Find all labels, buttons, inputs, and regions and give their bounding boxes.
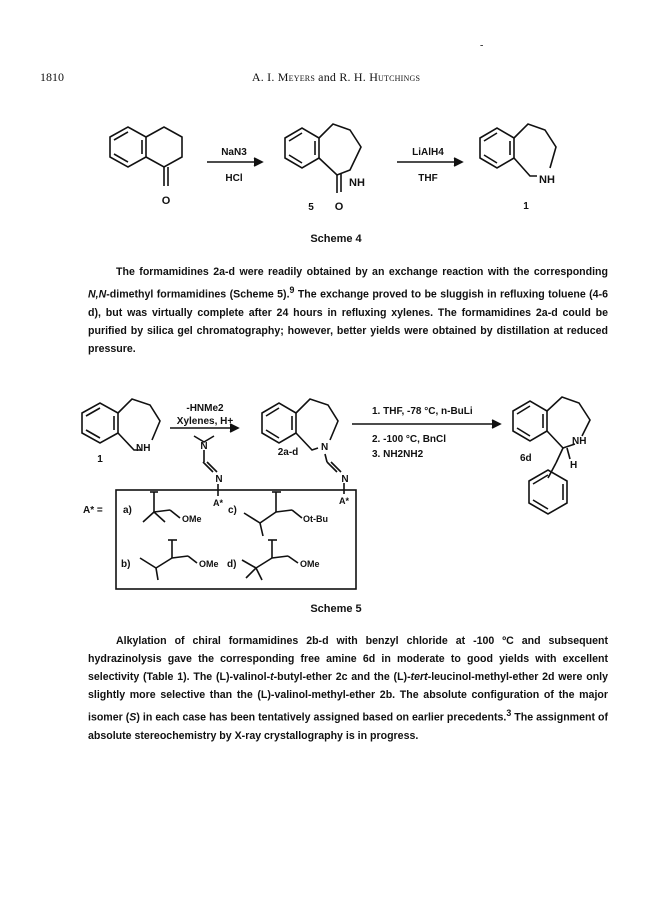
compound-ref: 2d <box>542 671 555 683</box>
ome-label-a: OMe <box>182 514 202 524</box>
compound-ref: 2a-d <box>535 306 558 319</box>
para2-text: . The absolute configuration of the major isomer ( <box>88 689 608 724</box>
ome-label-b: OMe <box>199 559 219 569</box>
corner-mark: - <box>480 40 484 51</box>
a-star-label: A* <box>338 496 350 506</box>
compound-ref: 6d <box>362 653 376 665</box>
paragraph-2 <box>88 632 608 745</box>
para2-text: in moderate to good yields with excellent selectivity (Table 1). The (L)-valinol- <box>88 653 608 683</box>
para2-text: with benzyl chloride at -100 ºC and subsequent hydrazinolysis gave the corresponding free amine <box>88 635 608 665</box>
lactam-nh-label: NH <box>349 177 365 189</box>
option-a-label: a) <box>123 505 132 516</box>
amine-nh-label: NH <box>136 443 151 454</box>
para1-text: The formamidines <box>116 266 214 278</box>
option-d-label: d) <box>227 559 237 570</box>
para2-text: The assignment of absolute stereochemistry by X-ray crystallography is in progress. <box>88 711 608 742</box>
reference-superscript: 9 <box>289 285 295 295</box>
para2-text: were only slightly more selective than the (L)-valinol-methyl-ether <box>88 671 608 701</box>
compound-ref: 2b <box>379 689 393 701</box>
amine-nh-label: NH <box>539 174 555 186</box>
compound-5-label: 5 <box>308 202 314 213</box>
compound-1-label: 1 <box>523 201 529 212</box>
para1-text: were readily obtained by an exchange reaction with the corresponding <box>235 266 608 278</box>
para1-text: -dimethyl formamidines (Scheme 5). <box>106 288 290 301</box>
amidine-n-label: N <box>341 474 349 485</box>
option-c-label: c) <box>228 505 237 516</box>
para1-text: could be purified by silica gel chromatography; however, better yields were obtained by distillation at reduced pressure. <box>88 306 608 355</box>
reagent-hnme2: -HNMe2 <box>186 403 224 414</box>
header-initials-2: R. H. <box>339 70 370 84</box>
compound-1-label: 1 <box>97 454 103 465</box>
compound-ref: 2a-d <box>213 266 235 278</box>
scheme-5-label: Scheme 5 <box>310 603 362 615</box>
tetralone-o-label: O <box>161 195 171 207</box>
para2-italic: t <box>270 671 274 683</box>
ring-n-label: N <box>321 442 329 453</box>
scheme-4-label: Scheme 4 <box>310 233 362 245</box>
a-star-label: A* <box>212 498 224 508</box>
compound-ref: 2c <box>335 671 348 683</box>
ome-label-d: OMe <box>300 559 320 569</box>
reagent-xylenes: Xylenes, H+ <box>176 416 234 427</box>
step-3: 3. NH2NH2 <box>372 449 424 460</box>
reagent-nan3: NaN3 <box>221 147 247 158</box>
para2-text: and the (L)- <box>347 671 411 683</box>
option-b-label: b) <box>121 559 131 570</box>
formamidine-n-label: N <box>215 474 223 485</box>
compound-ref: 2b-d <box>306 635 329 647</box>
header-author-2: Hutchings <box>369 70 421 84</box>
para1-italic: N,N <box>88 288 107 301</box>
reference-superscript: 3 <box>506 708 512 718</box>
para2-text: Alkylation of chiral formamidines <box>116 635 307 647</box>
product-nh-label: NH <box>572 436 587 447</box>
reagent-lialh4: LiAlH4 <box>412 147 444 158</box>
header-and: and <box>314 70 340 84</box>
para2-italic: S <box>129 711 137 724</box>
lactam-o-label: O <box>334 201 344 213</box>
step-2: 2. -100 °C, BnCl <box>372 434 447 445</box>
compound-6d-label: 6d <box>520 453 532 464</box>
page-number: 1810 <box>40 70 64 84</box>
a-star-definition: A* = <box>83 505 103 516</box>
compound-2ad-label: 2a-d <box>277 447 299 458</box>
para2-text: -butyl-ether <box>273 671 336 683</box>
product-h-label: H <box>570 460 578 471</box>
header-initials-1: A. I. <box>251 70 278 84</box>
otbu-label: Ot-Bu <box>303 514 328 524</box>
para2-text: -leucinol-methyl-ether <box>427 671 543 683</box>
reagent-thf: THF <box>418 173 438 184</box>
header-author-1: Meyers <box>277 70 315 84</box>
para2-text: ) in each case has been tentatively assigned based on earlier precedents. <box>136 711 507 724</box>
step-1: 1. THF, -78 °C, n-BuLi <box>372 406 473 417</box>
reagent-hcl: HCl <box>225 173 243 184</box>
dimethyl-n-label: N <box>200 441 208 452</box>
para2-italic: tert <box>410 671 428 683</box>
para1-text: The exchange proved to be sluggish in refluxing toluene (4-6 d), but was virtually complete after 24 hours in refluxing xylenes. The formamidines <box>88 288 608 319</box>
